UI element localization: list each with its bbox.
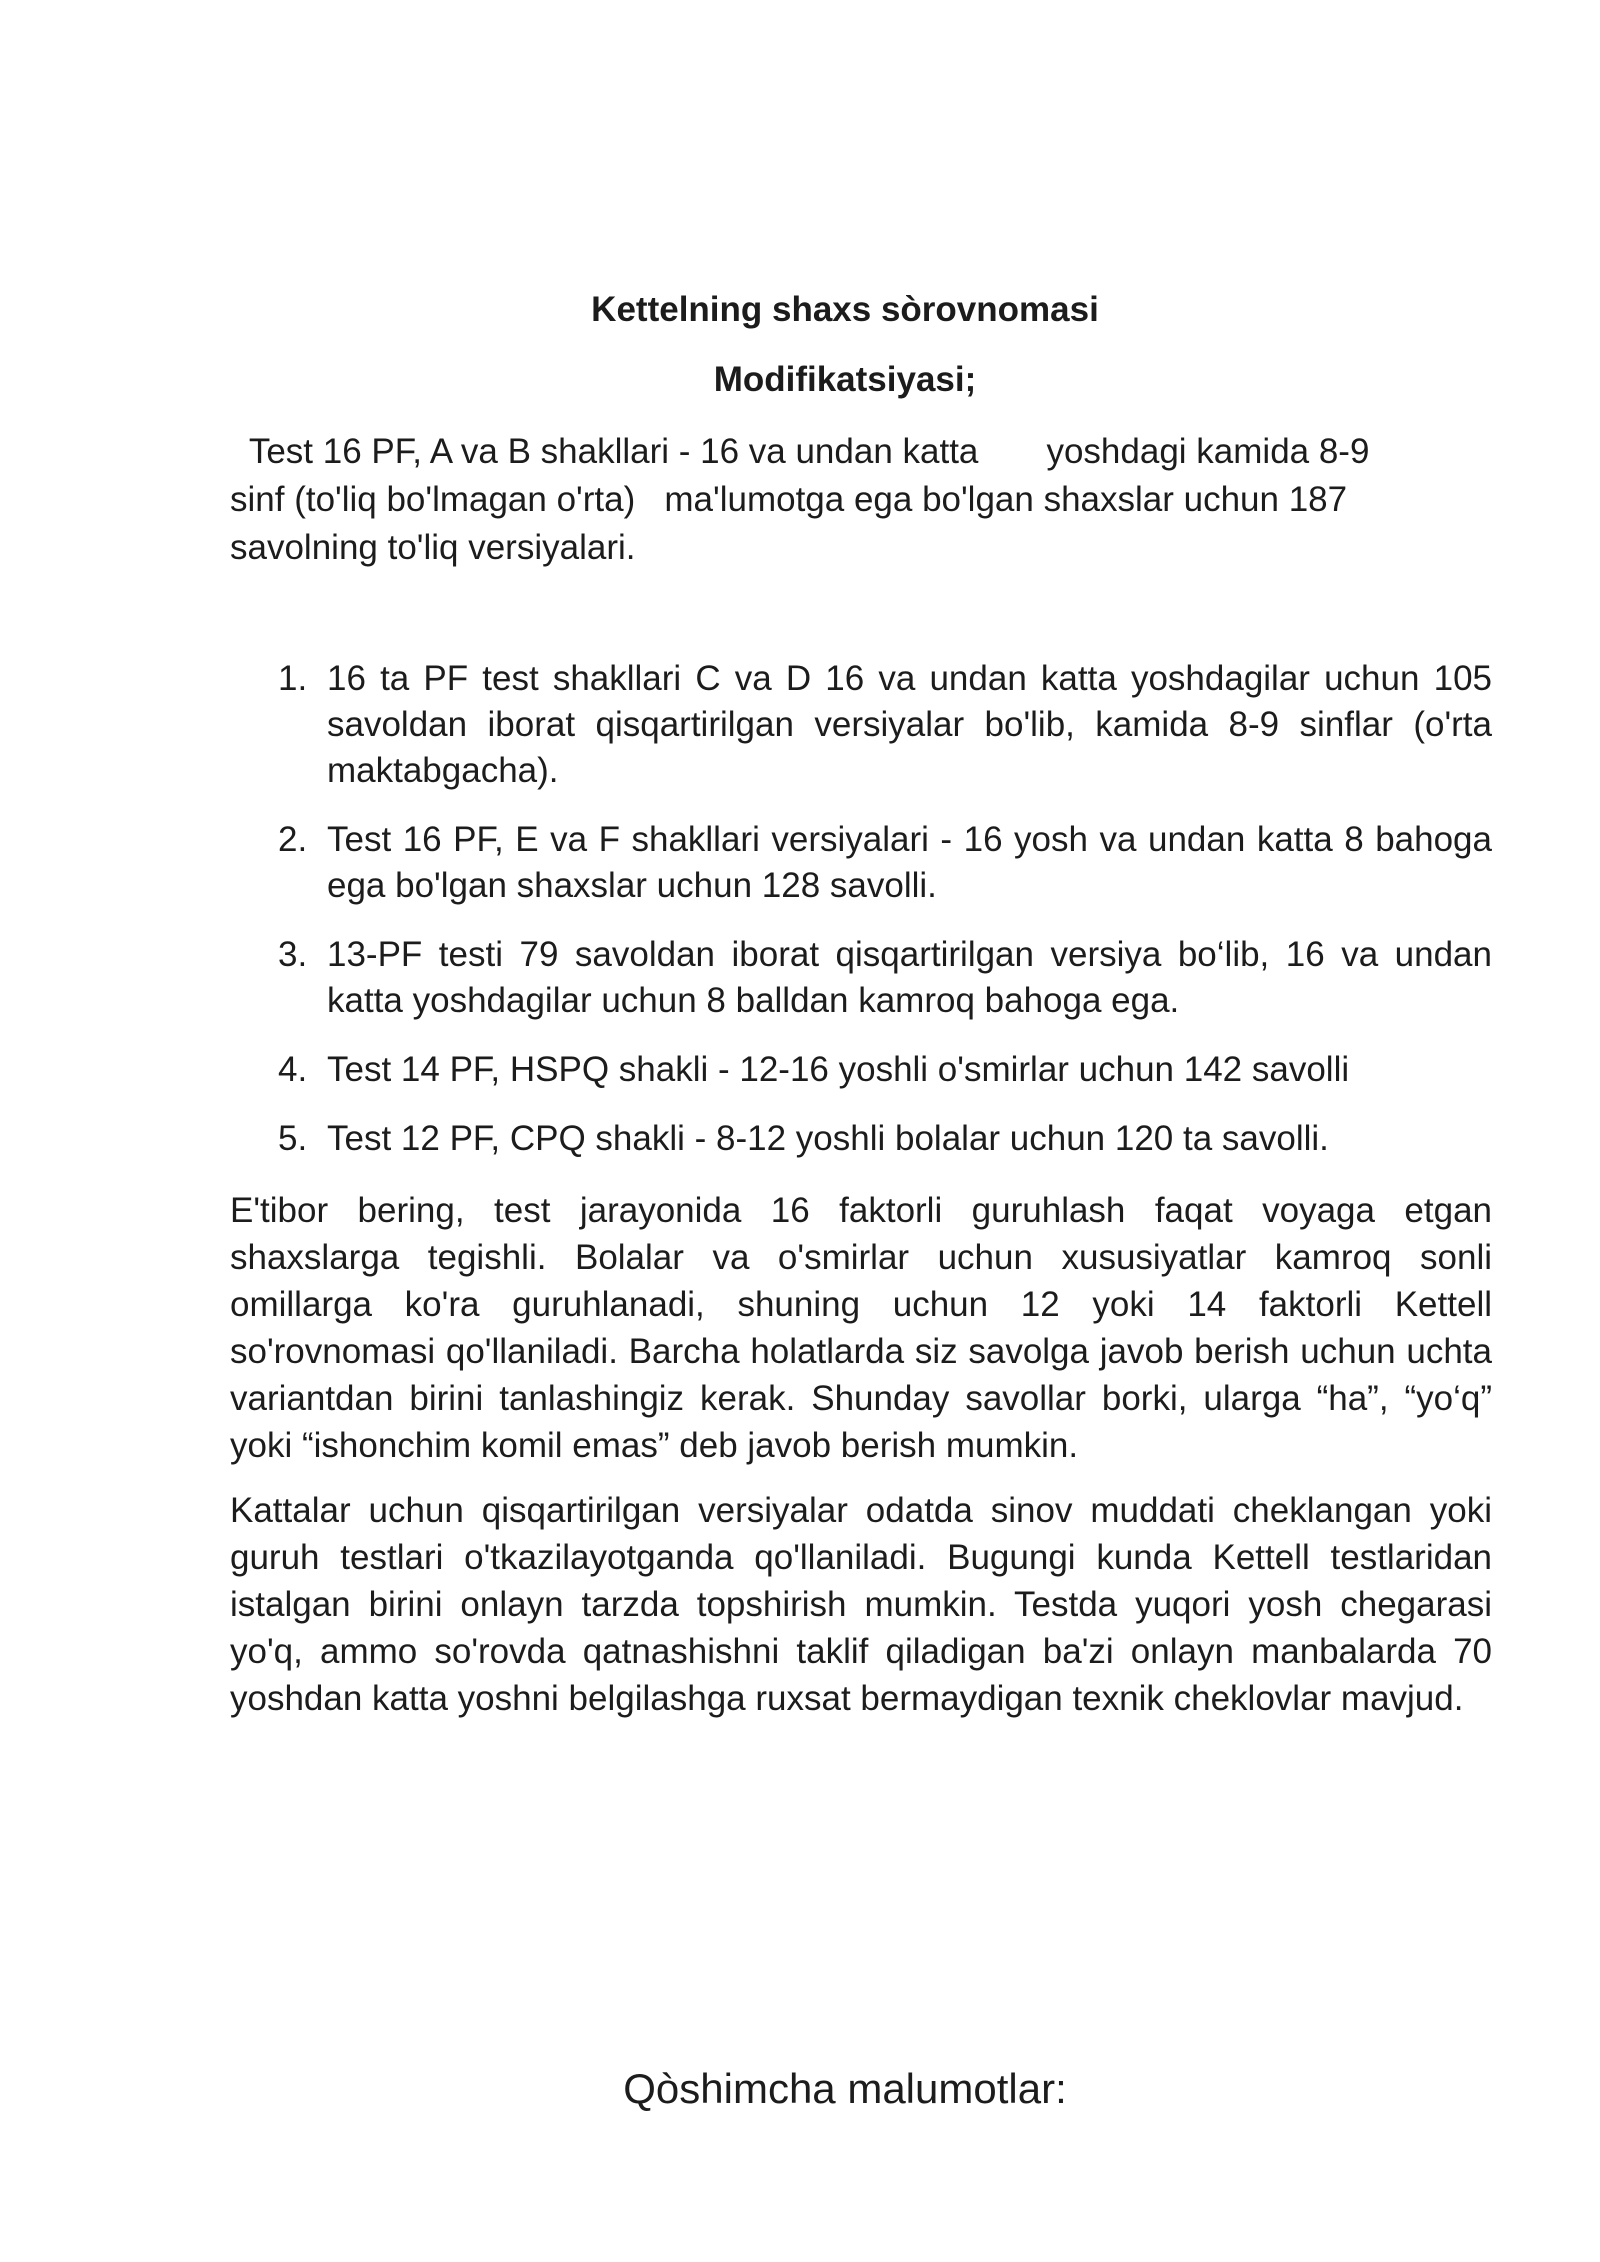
list-item-text: Test 12 PF, CPQ shakli - 8-12 yoshli bolalar uchun 120 ta savolli. <box>327 1119 1329 1158</box>
list-item-text: Test 16 PF, E va F shakllari versiyalari - 16 yosh va undan katta 8 bahoga ega bo'lgan shaxslar uchun 128 savolli. <box>327 820 1492 905</box>
additional-info-heading: Qòshimcha malumotlar: <box>623 2065 1067 2112</box>
list-item <box>230 817 1492 909</box>
list-item-number: 5. <box>278 1119 308 1158</box>
list-item-number: 1. <box>278 659 308 698</box>
list-item <box>230 932 1492 1024</box>
list-item-text: 13-PF testi 79 savoldan iborat qisqartirilgan versiya bo‘lib, 16 va undan katta yoshdagilar uchun 8 balldan kamroq bahoga ega. <box>327 935 1492 1020</box>
versions-list <box>230 656 1492 1185</box>
document-subtitle: Modifikatsiyasi; <box>713 360 977 399</box>
list-item-text: 16 ta PF test shakllari C va D 16 va undan katta yoshdagilar uchun 105 savoldan iborat qisqartirilgan versiyalar bo'lib, kamida 8-9 sinflar (o'rta maktabgacha). <box>327 659 1492 790</box>
note-paragraph: E'tibor bering, test jarayonida 16 faktorli guruhlash faqat voyaga etgan shaxslarga tegishli. Bolalar va o'smirlar uchun xususiyatlar kamroq sonli omillarga ko'ra guruhlanadi, shuning uchun 12 yoki 14 faktorli Kettell so'rovnomasi qo'llaniladi. Barcha holatlarda siz savolga javob berish uchun uchta variantdan birini tanlashingiz kerak. Shunday savollar borki, ularga “ha”, “yo‘q” yoki “ishonchim komil emas” deb javob berish mumkin. <box>230 1191 1492 1465</box>
intro-line: Test 16 PF, A va B shakllari - 16 va undan katta yoshdagi kamida 8-9 <box>230 432 1370 471</box>
list-item-number: 3. <box>278 935 308 974</box>
adults-paragraph: Kattalar uchun qisqartirilgan versiyalar odatda sinov muddati cheklangan yoki guruh testlari o'tkazilayotganda qo'llaniladi. Bugungi kunda Kettell testlaridan istalgan birini onlayn tarzda topshirish mumkin. Testda yuqori yosh chegarasi yo'q, ammo so'rovda qatnashishni taklif qiladigan ba'zi onlayn manbalarda 70 yoshdan katta yoshni belgilashga ruxsat bermaydigan texnik cheklovlar mavjud. <box>230 1491 1492 1718</box>
list-item-number: 2. <box>278 820 308 859</box>
intro-line: sinf (to'liq bo'lmagan o'rta) ma'lumotga ega bo'lgan shaxslar uchun 187 <box>230 480 1348 519</box>
list-item-text: Test 14 PF, HSPQ shakli - 12-16 yoshli o'smirlar uchun 142 savolli <box>327 1050 1350 1089</box>
intro-line: savolning to'liq versiyalari. <box>230 528 636 567</box>
intro-paragraph <box>230 428 1490 572</box>
document-title: Kettelning shaxs sòrovnomasi <box>591 290 1099 329</box>
list-item <box>230 1116 1492 1162</box>
list-item <box>230 656 1492 794</box>
list-item-number: 4. <box>278 1050 308 1089</box>
list-item <box>230 1047 1492 1093</box>
